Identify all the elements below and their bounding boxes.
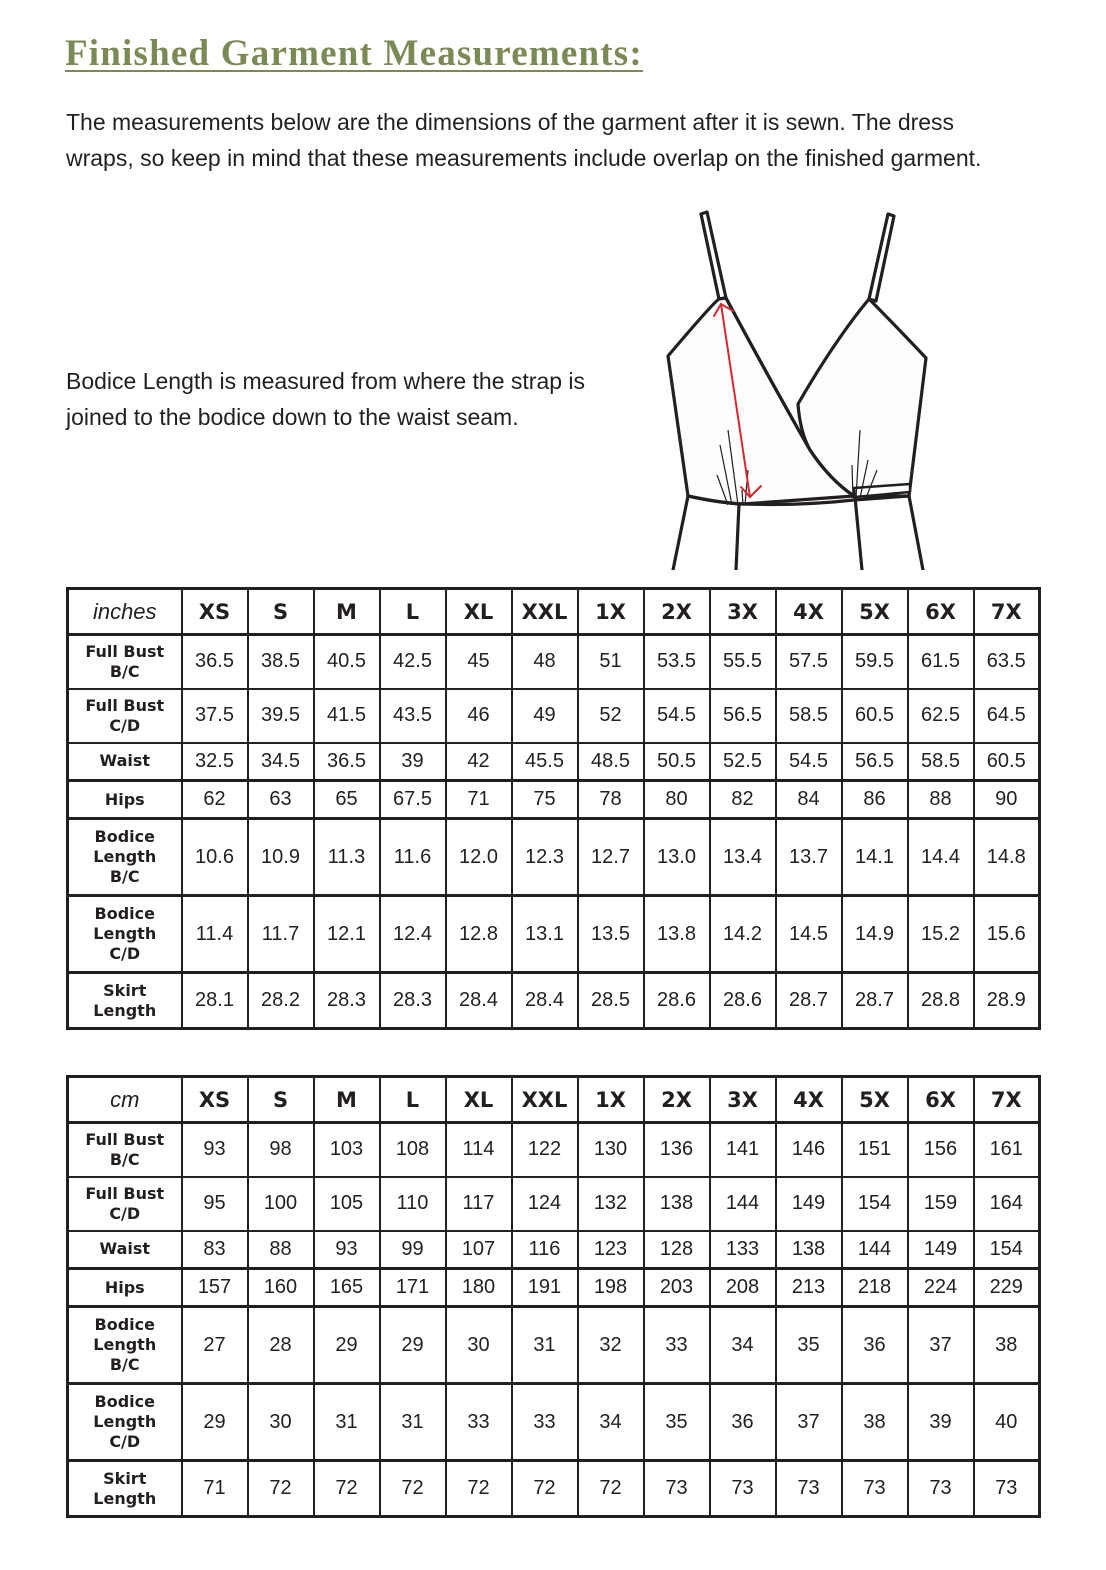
cell: 218 bbox=[842, 1269, 908, 1307]
cell: 53.5 bbox=[644, 635, 710, 689]
table-row bbox=[68, 973, 1040, 1029]
cell: 161 bbox=[974, 1123, 1040, 1177]
cell: 52.5 bbox=[710, 743, 776, 781]
cell: 62 bbox=[182, 781, 248, 819]
cell: 171 bbox=[380, 1269, 446, 1307]
cell: 11.3 bbox=[314, 819, 380, 896]
row-label: Full Bust B/C bbox=[68, 1123, 182, 1177]
size-header: 3X bbox=[710, 1077, 776, 1123]
row-label: Bodice Length C/D bbox=[68, 1384, 182, 1461]
table-row bbox=[68, 781, 1040, 819]
size-header: 6X bbox=[908, 1077, 974, 1123]
cell: 34 bbox=[578, 1384, 644, 1461]
bodice-length-note: Bodice Length is measured from where the strap is joined to the bodice down to the waist seam. bbox=[66, 368, 586, 430]
cell: 28.5 bbox=[578, 973, 644, 1029]
cell: 48.5 bbox=[578, 743, 644, 781]
cell: 149 bbox=[908, 1231, 974, 1269]
cell: 41.5 bbox=[314, 689, 380, 743]
cell: 12.3 bbox=[512, 819, 578, 896]
table-header-row bbox=[68, 1077, 1040, 1123]
cell: 15.6 bbox=[974, 896, 1040, 973]
cell: 164 bbox=[974, 1177, 1040, 1231]
cell: 224 bbox=[908, 1269, 974, 1307]
cell: 83 bbox=[182, 1231, 248, 1269]
right-strap-icon bbox=[869, 214, 894, 301]
cell: 11.6 bbox=[380, 819, 446, 896]
cell: 72 bbox=[578, 1461, 644, 1517]
size-header: 7X bbox=[974, 1077, 1040, 1123]
cell: 38.5 bbox=[248, 635, 314, 689]
cell: 93 bbox=[314, 1231, 380, 1269]
size-header: S bbox=[248, 589, 314, 635]
size-header: 1X bbox=[578, 1077, 644, 1123]
cell: 28.4 bbox=[512, 973, 578, 1029]
cell: 34.5 bbox=[248, 743, 314, 781]
cell: 13.7 bbox=[776, 819, 842, 896]
cell: 11.7 bbox=[248, 896, 314, 973]
cell: 42.5 bbox=[380, 635, 446, 689]
cell: 28.8 bbox=[908, 973, 974, 1029]
cell: 122 bbox=[512, 1123, 578, 1177]
cell: 107 bbox=[446, 1231, 512, 1269]
cell: 37 bbox=[908, 1307, 974, 1384]
size-header: XL bbox=[446, 589, 512, 635]
cell: 28.3 bbox=[314, 973, 380, 1029]
cell: 14.1 bbox=[842, 819, 908, 896]
cell: 159 bbox=[908, 1177, 974, 1231]
size-header: M bbox=[314, 589, 380, 635]
cell: 133 bbox=[710, 1231, 776, 1269]
cell: 49 bbox=[512, 689, 578, 743]
size-header: M bbox=[314, 1077, 380, 1123]
cell: 117 bbox=[446, 1177, 512, 1231]
cell: 90 bbox=[974, 781, 1040, 819]
cell: 60.5 bbox=[974, 743, 1040, 781]
cell: 58.5 bbox=[776, 689, 842, 743]
size-header: 2X bbox=[644, 1077, 710, 1123]
row-label: Bodice Length B/C bbox=[68, 819, 182, 896]
table-row bbox=[68, 635, 1040, 689]
cell: 40.5 bbox=[314, 635, 380, 689]
cell: 229 bbox=[974, 1269, 1040, 1307]
inches-measurement-table bbox=[66, 587, 1041, 1030]
cell: 132 bbox=[578, 1177, 644, 1231]
cell: 39 bbox=[380, 743, 446, 781]
table-row bbox=[68, 896, 1040, 973]
cell: 55.5 bbox=[710, 635, 776, 689]
size-header: XL bbox=[446, 1077, 512, 1123]
cell: 54.5 bbox=[644, 689, 710, 743]
cell: 14.9 bbox=[842, 896, 908, 973]
size-header: 5X bbox=[842, 1077, 908, 1123]
size-header: 7X bbox=[974, 589, 1040, 635]
cell: 160 bbox=[248, 1269, 314, 1307]
cell: 99 bbox=[380, 1231, 446, 1269]
table-row bbox=[68, 1384, 1040, 1461]
cell: 12.8 bbox=[446, 896, 512, 973]
cell: 180 bbox=[446, 1269, 512, 1307]
size-header: 6X bbox=[908, 589, 974, 635]
row-label: Skirt Length bbox=[68, 973, 182, 1029]
cell: 13.8 bbox=[644, 896, 710, 973]
cell: 56.5 bbox=[842, 743, 908, 781]
cell: 88 bbox=[248, 1231, 314, 1269]
cell: 61.5 bbox=[908, 635, 974, 689]
size-header: 4X bbox=[776, 589, 842, 635]
cell: 62.5 bbox=[908, 689, 974, 743]
size-header: S bbox=[248, 1077, 314, 1123]
cell: 28.2 bbox=[248, 973, 314, 1029]
cell: 10.9 bbox=[248, 819, 314, 896]
table-row bbox=[68, 1177, 1040, 1231]
size-header: 4X bbox=[776, 1077, 842, 1123]
cell: 33 bbox=[512, 1384, 578, 1461]
cell: 11.4 bbox=[182, 896, 248, 973]
cell: 103 bbox=[314, 1123, 380, 1177]
table-row bbox=[68, 743, 1040, 781]
row-label: Hips bbox=[68, 781, 182, 819]
cell: 64.5 bbox=[974, 689, 1040, 743]
row-label: Full Bust C/D bbox=[68, 689, 182, 743]
cell: 138 bbox=[776, 1231, 842, 1269]
cell: 14.5 bbox=[776, 896, 842, 973]
cell: 12.0 bbox=[446, 819, 512, 896]
table-row bbox=[68, 1307, 1040, 1384]
cell: 34 bbox=[710, 1307, 776, 1384]
size-header: 5X bbox=[842, 589, 908, 635]
table-row bbox=[68, 689, 1040, 743]
cell: 56.5 bbox=[710, 689, 776, 743]
cell: 82 bbox=[710, 781, 776, 819]
cell: 108 bbox=[380, 1123, 446, 1177]
cell: 73 bbox=[842, 1461, 908, 1517]
cell: 31 bbox=[512, 1307, 578, 1384]
cell: 36.5 bbox=[314, 743, 380, 781]
cell: 58.5 bbox=[908, 743, 974, 781]
cell: 42 bbox=[446, 743, 512, 781]
cell: 35 bbox=[644, 1384, 710, 1461]
cell: 88 bbox=[908, 781, 974, 819]
cell: 63.5 bbox=[974, 635, 1040, 689]
cell: 28.4 bbox=[446, 973, 512, 1029]
cell: 28.1 bbox=[182, 973, 248, 1029]
cell: 95 bbox=[182, 1177, 248, 1231]
cell: 165 bbox=[314, 1269, 380, 1307]
cell: 51 bbox=[578, 635, 644, 689]
cell: 72 bbox=[512, 1461, 578, 1517]
cell: 138 bbox=[644, 1177, 710, 1231]
row-label: Full Bust C/D bbox=[68, 1177, 182, 1231]
cell: 37.5 bbox=[182, 689, 248, 743]
cell: 123 bbox=[578, 1231, 644, 1269]
table-row bbox=[68, 1123, 1040, 1177]
cell: 38 bbox=[974, 1307, 1040, 1384]
cell: 29 bbox=[380, 1307, 446, 1384]
cell: 31 bbox=[314, 1384, 380, 1461]
cell: 29 bbox=[314, 1307, 380, 1384]
cell: 98 bbox=[248, 1123, 314, 1177]
cell: 36 bbox=[842, 1307, 908, 1384]
cell: 30 bbox=[248, 1384, 314, 1461]
cell: 14.4 bbox=[908, 819, 974, 896]
cell: 29 bbox=[182, 1384, 248, 1461]
row-label: Waist bbox=[68, 1231, 182, 1269]
cell: 154 bbox=[974, 1231, 1040, 1269]
cell: 13.1 bbox=[512, 896, 578, 973]
cell: 59.5 bbox=[842, 635, 908, 689]
dress-bodice-illustration bbox=[640, 200, 940, 570]
cell: 86 bbox=[842, 781, 908, 819]
cell: 116 bbox=[512, 1231, 578, 1269]
cell: 157 bbox=[182, 1269, 248, 1307]
cell: 13.0 bbox=[644, 819, 710, 896]
table-row bbox=[68, 1461, 1040, 1517]
cell: 28.6 bbox=[644, 973, 710, 1029]
cell: 14.2 bbox=[710, 896, 776, 973]
size-header: 2X bbox=[644, 589, 710, 635]
row-label: Hips bbox=[68, 1269, 182, 1307]
cell: 84 bbox=[776, 781, 842, 819]
cell: 13.5 bbox=[578, 896, 644, 973]
cell: 14.8 bbox=[974, 819, 1040, 896]
cell: 28.7 bbox=[776, 973, 842, 1029]
cell: 65 bbox=[314, 781, 380, 819]
cell: 48 bbox=[512, 635, 578, 689]
cell: 39 bbox=[908, 1384, 974, 1461]
cell: 28.6 bbox=[710, 973, 776, 1029]
intro-paragraph: The measurements below are the dimensions of the garment after it is sewn. The dress wraps, so keep in mind that these measurements include overlap on the finished garment. bbox=[66, 109, 982, 171]
table-row bbox=[68, 1269, 1040, 1307]
cell: 31 bbox=[380, 1384, 446, 1461]
cell: 52 bbox=[578, 689, 644, 743]
cell: 100 bbox=[248, 1177, 314, 1231]
cell: 72 bbox=[248, 1461, 314, 1517]
row-label: Full Bust B/C bbox=[68, 635, 182, 689]
cell: 13.4 bbox=[710, 819, 776, 896]
cell: 54.5 bbox=[776, 743, 842, 781]
cell: 154 bbox=[842, 1177, 908, 1231]
cell: 78 bbox=[578, 781, 644, 819]
cell: 72 bbox=[446, 1461, 512, 1517]
cell: 10.6 bbox=[182, 819, 248, 896]
size-header: XXL bbox=[512, 1077, 578, 1123]
cell: 38 bbox=[842, 1384, 908, 1461]
cell: 12.4 bbox=[380, 896, 446, 973]
cell: 141 bbox=[710, 1123, 776, 1177]
cell: 73 bbox=[974, 1461, 1040, 1517]
cell: 63 bbox=[248, 781, 314, 819]
cell: 45 bbox=[446, 635, 512, 689]
cell: 33 bbox=[644, 1307, 710, 1384]
cell: 46 bbox=[446, 689, 512, 743]
row-label: Waist bbox=[68, 743, 182, 781]
cell: 72 bbox=[314, 1461, 380, 1517]
table-row bbox=[68, 819, 1040, 896]
cell: 33 bbox=[446, 1384, 512, 1461]
cell: 35 bbox=[776, 1307, 842, 1384]
row-label: Bodice Length B/C bbox=[68, 1307, 182, 1384]
cell: 37 bbox=[776, 1384, 842, 1461]
cell: 198 bbox=[578, 1269, 644, 1307]
cell: 156 bbox=[908, 1123, 974, 1177]
cell: 36.5 bbox=[182, 635, 248, 689]
cell: 28.7 bbox=[842, 973, 908, 1029]
cell: 36 bbox=[710, 1384, 776, 1461]
row-label: Skirt Length bbox=[68, 1461, 182, 1517]
cell: 149 bbox=[776, 1177, 842, 1231]
cell: 60.5 bbox=[842, 689, 908, 743]
cell: 208 bbox=[710, 1269, 776, 1307]
unit-label: cm bbox=[68, 1077, 182, 1123]
cell: 124 bbox=[512, 1177, 578, 1231]
cell: 12.1 bbox=[314, 896, 380, 973]
cell: 73 bbox=[908, 1461, 974, 1517]
table-row bbox=[68, 1231, 1040, 1269]
cell: 71 bbox=[182, 1461, 248, 1517]
cell: 203 bbox=[644, 1269, 710, 1307]
cell: 39.5 bbox=[248, 689, 314, 743]
cell: 32.5 bbox=[182, 743, 248, 781]
cell: 93 bbox=[182, 1123, 248, 1177]
cell: 15.2 bbox=[908, 896, 974, 973]
size-header: L bbox=[380, 589, 446, 635]
cell: 136 bbox=[644, 1123, 710, 1177]
size-header: 3X bbox=[710, 589, 776, 635]
cell: 213 bbox=[776, 1269, 842, 1307]
size-header: 1X bbox=[578, 589, 644, 635]
cell: 146 bbox=[776, 1123, 842, 1177]
cell: 28 bbox=[248, 1307, 314, 1384]
cell: 75 bbox=[512, 781, 578, 819]
cell: 40 bbox=[974, 1384, 1040, 1461]
cell: 110 bbox=[380, 1177, 446, 1231]
cell: 128 bbox=[644, 1231, 710, 1269]
cell: 27 bbox=[182, 1307, 248, 1384]
cell: 43.5 bbox=[380, 689, 446, 743]
cell: 72 bbox=[380, 1461, 446, 1517]
cell: 80 bbox=[644, 781, 710, 819]
cell: 73 bbox=[644, 1461, 710, 1517]
row-label: Bodice Length C/D bbox=[68, 896, 182, 973]
cell: 144 bbox=[710, 1177, 776, 1231]
size-header: L bbox=[380, 1077, 446, 1123]
size-header: XS bbox=[182, 589, 248, 635]
left-strap-icon bbox=[701, 212, 726, 299]
cell: 28.3 bbox=[380, 973, 446, 1029]
cell: 30 bbox=[446, 1307, 512, 1384]
cell: 57.5 bbox=[776, 635, 842, 689]
cell: 130 bbox=[578, 1123, 644, 1177]
cell: 67.5 bbox=[380, 781, 446, 819]
cell: 50.5 bbox=[644, 743, 710, 781]
cell: 12.7 bbox=[578, 819, 644, 896]
cell: 45.5 bbox=[512, 743, 578, 781]
size-header: XS bbox=[182, 1077, 248, 1123]
size-header: XXL bbox=[512, 589, 578, 635]
page-title: Finished Garment Measurements: bbox=[65, 33, 643, 74]
cell: 73 bbox=[776, 1461, 842, 1517]
cell: 105 bbox=[314, 1177, 380, 1231]
table-header-row bbox=[68, 589, 1040, 635]
cell: 32 bbox=[578, 1307, 644, 1384]
cell: 73 bbox=[710, 1461, 776, 1517]
cell: 191 bbox=[512, 1269, 578, 1307]
cell: 28.9 bbox=[974, 973, 1040, 1029]
unit-label: inches bbox=[68, 589, 182, 635]
cm-measurement-table bbox=[66, 1075, 1041, 1518]
cell: 151 bbox=[842, 1123, 908, 1177]
cell: 114 bbox=[446, 1123, 512, 1177]
cell: 144 bbox=[842, 1231, 908, 1269]
cell: 71 bbox=[446, 781, 512, 819]
